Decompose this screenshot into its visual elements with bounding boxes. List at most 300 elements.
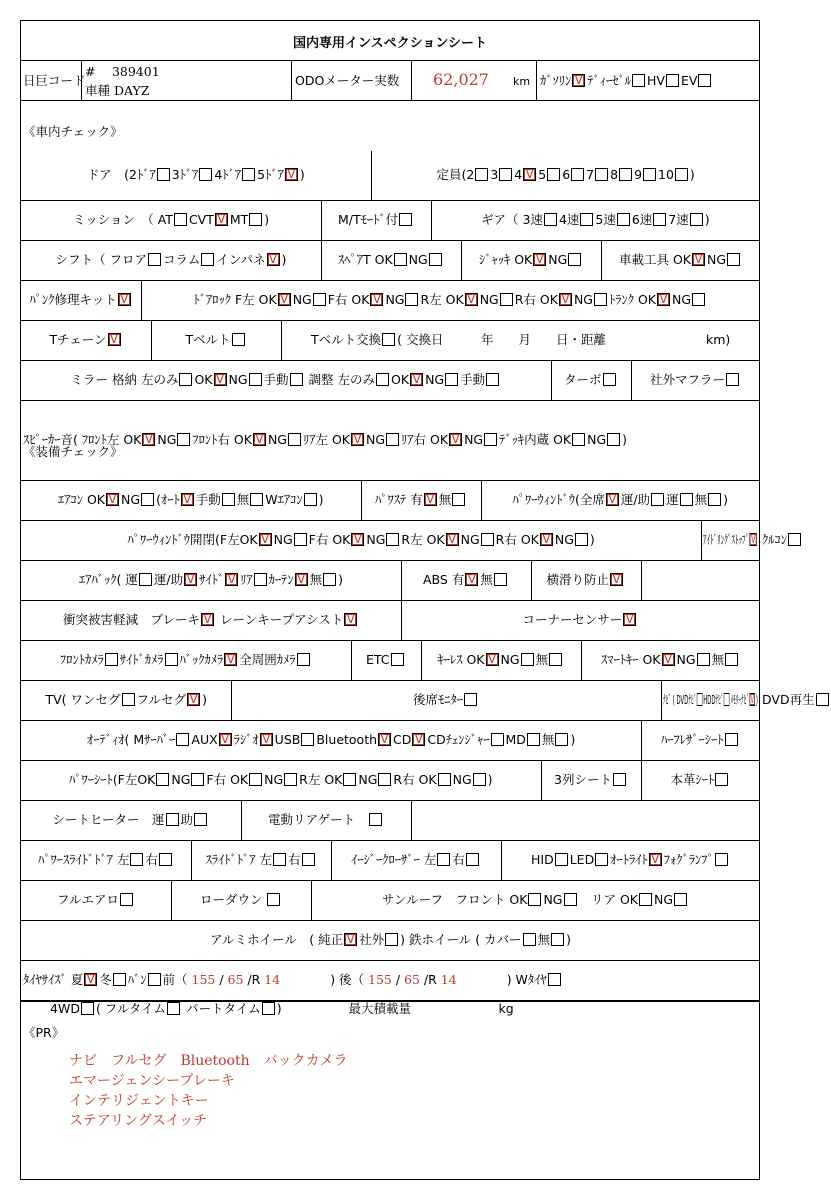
checkbox[interactable] xyxy=(166,813,179,826)
checkbox[interactable] xyxy=(148,253,161,266)
checkbox[interactable] xyxy=(666,74,679,87)
label-text: ) xyxy=(622,432,628,447)
checkbox[interactable] xyxy=(181,493,194,506)
checkbox[interactable] xyxy=(613,773,626,786)
pr-heading: 《PR》 xyxy=(23,1025,65,1040)
checkbox[interactable] xyxy=(486,373,499,386)
label-text: 9 xyxy=(634,167,643,182)
checkbox[interactable] xyxy=(260,733,273,746)
label-text: NG xyxy=(264,772,284,787)
label-text: ﾌｫｸﾞﾗﾝﾌﾟ xyxy=(663,852,714,867)
label-text: NG xyxy=(366,532,386,547)
checkbox[interactable] xyxy=(301,733,314,746)
label-text: HID xyxy=(531,852,554,867)
checkbox[interactable] xyxy=(725,653,738,666)
label-text: 6速 xyxy=(631,212,653,227)
checkbox[interactable] xyxy=(225,573,238,586)
pr-line: ナビ フルセグ Bluetooth バックカメラ xyxy=(69,1053,348,1069)
checkbox[interactable] xyxy=(84,973,97,986)
checkbox[interactable] xyxy=(254,573,267,586)
label-text: NG xyxy=(500,652,520,667)
checkbox[interactable] xyxy=(184,573,197,586)
checkbox[interactable] xyxy=(273,853,286,866)
checkbox[interactable] xyxy=(698,74,711,87)
checkbox[interactable] xyxy=(106,493,119,506)
checkbox[interactable] xyxy=(643,168,656,181)
label-text: ローダウン xyxy=(200,892,267,907)
label-text: NG xyxy=(548,252,568,267)
label-text: 社外マフラー xyxy=(650,372,726,387)
checkbox[interactable] xyxy=(551,933,564,946)
checkbox[interactable] xyxy=(176,733,189,746)
checkbox[interactable] xyxy=(179,373,192,386)
checkbox[interactable] xyxy=(466,853,479,866)
label-text: シートヒーター 運 xyxy=(52,812,165,827)
label-text: NG xyxy=(676,652,696,667)
label-text: ｻｲﾄﾞ xyxy=(199,572,225,587)
label-text: 4 xyxy=(514,167,523,182)
checkbox[interactable] xyxy=(159,853,172,866)
row-segment xyxy=(210,932,571,948)
label-text: Bluetooth xyxy=(316,732,378,747)
label-text: 運 xyxy=(666,492,679,507)
checkbox[interactable] xyxy=(429,253,442,266)
label-text: ｷｰﾚｽ OK xyxy=(437,652,485,667)
checkbox[interactable] xyxy=(167,1002,180,1015)
checkbox[interactable] xyxy=(674,893,687,906)
row-segment xyxy=(382,892,689,908)
checkbox[interactable] xyxy=(424,493,437,506)
checkbox[interactable] xyxy=(547,168,560,181)
label-text: ) xyxy=(755,692,759,707)
checkbox[interactable] xyxy=(651,493,664,506)
checkbox[interactable] xyxy=(385,933,398,946)
row-segment xyxy=(206,852,317,868)
label-text: 電動リアゲート xyxy=(268,812,368,827)
checkbox[interactable] xyxy=(437,853,450,866)
checkbox[interactable] xyxy=(344,933,357,946)
checkbox[interactable] xyxy=(662,653,675,666)
checkbox[interactable] xyxy=(278,293,291,306)
row-segment xyxy=(69,772,493,788)
label-text: Tベルト xyxy=(185,332,231,347)
label-text: NG xyxy=(587,432,607,447)
label-text: ﾃﾞｯｷ内蔵 OK xyxy=(499,432,572,447)
checkbox[interactable] xyxy=(623,613,636,626)
checkbox[interactable] xyxy=(580,213,593,226)
checkbox[interactable] xyxy=(105,653,118,666)
checkbox[interactable] xyxy=(249,213,262,226)
checkbox[interactable] xyxy=(250,493,263,506)
label-text: 助 xyxy=(180,812,194,827)
row-segment xyxy=(375,492,467,508)
checkbox[interactable] xyxy=(386,533,399,546)
checkbox[interactable] xyxy=(376,373,389,386)
checkbox[interactable] xyxy=(649,853,662,866)
checkbox[interactable] xyxy=(632,74,645,87)
checkbox[interactable] xyxy=(201,253,214,266)
checkbox[interactable] xyxy=(708,493,721,506)
label-text: ﾀｲﾔｻｲｽﾞ 夏 xyxy=(23,972,84,987)
row-fourwd xyxy=(21,1001,759,1016)
checkbox[interactable] xyxy=(445,373,458,386)
label-text: ﾊﾞﾝ xyxy=(127,972,147,987)
row-segment xyxy=(30,292,133,308)
label-text: ｵｰﾄﾗｲﾄ xyxy=(610,852,648,867)
checkbox[interactable] xyxy=(199,168,212,181)
checkbox[interactable] xyxy=(391,653,404,666)
label-text: Tベルト交換 xyxy=(311,332,382,347)
checkbox[interactable] xyxy=(500,293,513,306)
row-tv xyxy=(21,681,815,721)
checkbox[interactable] xyxy=(285,168,298,181)
checkbox[interactable] xyxy=(288,433,301,446)
checkbox[interactable] xyxy=(219,733,232,746)
label-text: AUX xyxy=(191,732,218,747)
checkbox[interactable] xyxy=(156,773,169,786)
checkbox[interactable] xyxy=(194,813,207,826)
label-text: アルミホイール ( 純正 xyxy=(210,932,344,947)
label-text: ｽﾗｲﾄﾞﾄﾞｱ 左 xyxy=(205,852,272,867)
checkbox[interactable] xyxy=(603,373,616,386)
checkbox[interactable] xyxy=(548,973,561,986)
checkbox[interactable] xyxy=(571,168,584,181)
label-text: NG xyxy=(157,432,177,447)
checkbox[interactable] xyxy=(438,773,451,786)
checkbox[interactable] xyxy=(242,168,255,181)
checkbox[interactable] xyxy=(297,653,310,666)
label-text: ｼﾞｬｯｷ OK xyxy=(479,252,533,267)
label-text: ) xyxy=(566,932,571,947)
checkbox[interactable] xyxy=(690,213,703,226)
label-text: ETC xyxy=(366,652,390,667)
label-text: R左 OK xyxy=(420,292,464,307)
row-camera xyxy=(21,641,759,681)
checkbox[interactable] xyxy=(343,773,356,786)
row-segment xyxy=(366,652,406,668)
row-segment xyxy=(650,372,741,388)
checkbox[interactable] xyxy=(215,213,228,226)
checkbox[interactable] xyxy=(617,213,630,226)
label-text: ) 後（ xyxy=(280,972,369,987)
checkbox[interactable] xyxy=(378,733,391,746)
checkbox[interactable] xyxy=(108,333,121,346)
label-text: 7 xyxy=(586,167,595,182)
label-text: CDﾁｪﾝｼﾞｬｰ xyxy=(427,732,490,747)
checkbox[interactable] xyxy=(715,773,728,786)
label-text: NG xyxy=(479,292,499,307)
checkbox[interactable] xyxy=(232,333,245,346)
label-text: 無 xyxy=(236,492,250,507)
checkbox[interactable] xyxy=(523,933,536,946)
checkbox[interactable] xyxy=(222,493,235,506)
label-text: 4WD xyxy=(50,1001,80,1016)
label-text: 車載工具 OK xyxy=(619,252,692,267)
checkbox[interactable] xyxy=(191,773,204,786)
checkbox[interactable] xyxy=(214,373,227,386)
checkbox[interactable] xyxy=(113,973,126,986)
checkbox[interactable] xyxy=(749,693,755,706)
row-segment xyxy=(63,612,359,628)
checkbox[interactable] xyxy=(491,733,504,746)
checkbox[interactable] xyxy=(351,433,364,446)
checkbox[interactable] xyxy=(465,573,478,586)
row-pw_window xyxy=(21,521,788,561)
row-segment xyxy=(413,692,479,708)
checkbox[interactable] xyxy=(572,74,585,87)
label-text: 5ﾄﾞｱ xyxy=(257,167,284,182)
checkbox[interactable] xyxy=(405,293,418,306)
checkbox[interactable] xyxy=(201,613,214,626)
checkbox[interactable] xyxy=(412,733,425,746)
label-text: NG xyxy=(654,892,674,907)
checkbox[interactable] xyxy=(122,693,135,706)
label-text: フルセグ xyxy=(136,692,187,707)
row-segment xyxy=(601,652,740,668)
checkbox[interactable] xyxy=(267,893,280,906)
label-text: ﾊﾟﾜｽﾃ 有 xyxy=(375,492,423,507)
checkbox[interactable] xyxy=(788,533,801,546)
checkbox[interactable] xyxy=(680,493,693,506)
label-text: ﾘｱ xyxy=(240,572,253,587)
label-text: USB xyxy=(274,732,301,747)
checkbox[interactable] xyxy=(544,213,557,226)
checkbox[interactable] xyxy=(575,533,588,546)
label-text: ギア（ 3速 xyxy=(481,212,543,227)
checkbox[interactable] xyxy=(639,893,652,906)
label-text: ) xyxy=(299,167,305,182)
label-text: NG xyxy=(228,372,248,387)
row-segment xyxy=(762,532,803,548)
label-text: / xyxy=(391,972,405,987)
label-text: コーナーセンサー xyxy=(522,612,623,627)
checkbox[interactable] xyxy=(715,853,728,866)
row-segment xyxy=(438,652,565,668)
checkbox[interactable] xyxy=(523,168,536,181)
checkbox[interactable] xyxy=(692,253,705,266)
checkbox[interactable] xyxy=(290,373,303,386)
label-text: ｴｱﾊﾞｯｸ( 運 xyxy=(79,572,138,587)
checkbox[interactable] xyxy=(657,293,670,306)
checkbox[interactable] xyxy=(118,293,131,306)
checkbox[interactable] xyxy=(165,653,178,666)
checkbox[interactable] xyxy=(555,853,568,866)
label-text: 4速 xyxy=(558,212,580,227)
checkbox[interactable] xyxy=(370,293,383,306)
row-audio xyxy=(21,721,759,761)
checkbox[interactable] xyxy=(344,613,357,626)
checkbox[interactable] xyxy=(726,373,739,386)
checkbox[interactable] xyxy=(697,693,703,706)
row-segment xyxy=(50,1001,282,1017)
value-text: 14 xyxy=(264,972,281,987)
checkbox[interactable] xyxy=(394,253,407,266)
checkbox[interactable] xyxy=(323,573,336,586)
label-text: NG xyxy=(267,432,287,447)
pr-line: エマージェンシーブレーキ xyxy=(69,1073,235,1089)
row-aero xyxy=(21,881,759,921)
checkbox[interactable] xyxy=(675,168,688,181)
checkbox[interactable] xyxy=(449,433,462,446)
label-text: 無 xyxy=(535,652,549,667)
checkbox[interactable] xyxy=(697,653,710,666)
checkbox[interactable] xyxy=(267,253,280,266)
label-text: ﾊﾞｯｸｶﾒﾗ xyxy=(179,652,224,667)
checkbox[interactable] xyxy=(606,493,619,506)
label-text: 8 xyxy=(610,167,619,182)
label-text: LED xyxy=(569,852,595,867)
checkbox[interactable] xyxy=(750,533,757,546)
row-puncture xyxy=(21,281,759,321)
label-text: パートタイム xyxy=(182,1001,261,1016)
checkbox[interactable] xyxy=(564,893,577,906)
label-text: EV xyxy=(680,73,698,88)
checkbox[interactable] xyxy=(259,533,272,546)
checkbox[interactable] xyxy=(313,293,326,306)
label-text: 右 xyxy=(145,852,158,867)
checkbox[interactable] xyxy=(378,773,391,786)
checkbox[interactable] xyxy=(452,493,465,506)
checkbox[interactable] xyxy=(494,573,507,586)
checkbox[interactable] xyxy=(595,853,608,866)
label-text: 無 xyxy=(694,492,708,507)
checkbox[interactable] xyxy=(351,533,364,546)
checkbox[interactable] xyxy=(284,773,297,786)
label-text: ﾊﾟﾜｰｳｨﾝﾄﾞｳ(全席 xyxy=(512,492,605,507)
value-text: 14 xyxy=(440,972,457,987)
label-text: ﾄﾞｱﾛｯｸ F左 OK xyxy=(193,292,277,307)
checkbox[interactable] xyxy=(399,213,412,226)
label-text: ｽﾏｰﾄｷｰ OK xyxy=(601,652,661,667)
checkbox[interactable] xyxy=(653,213,666,226)
code-label: 日巨コード xyxy=(23,73,86,88)
checkbox[interactable] xyxy=(187,693,200,706)
checkbox[interactable] xyxy=(692,293,705,306)
label-text: ミラー 格納 左のみ xyxy=(70,372,179,387)
checkbox[interactable] xyxy=(594,293,607,306)
checkbox[interactable] xyxy=(174,213,187,226)
checkbox[interactable] xyxy=(540,533,553,546)
checkbox[interactable] xyxy=(610,573,623,586)
label-text: ) xyxy=(487,772,493,787)
checkbox[interactable] xyxy=(148,973,161,986)
checkbox[interactable] xyxy=(727,253,740,266)
checkbox[interactable] xyxy=(528,893,541,906)
checkbox[interactable] xyxy=(499,168,512,181)
checkbox[interactable] xyxy=(486,653,499,666)
checkbox[interactable] xyxy=(382,333,395,346)
checkbox[interactable] xyxy=(302,853,315,866)
checkbox[interactable] xyxy=(549,653,562,666)
label-text: 冬 xyxy=(99,972,112,987)
checkbox[interactable] xyxy=(386,433,399,446)
row-segment xyxy=(311,332,730,348)
checkbox[interactable] xyxy=(724,693,730,706)
label-text: ﾃﾞｨｰｾﾞﾙ xyxy=(587,73,632,88)
checkbox[interactable] xyxy=(295,573,308,586)
checkbox[interactable] xyxy=(533,253,546,266)
value-text: 155 xyxy=(368,972,392,987)
checkbox[interactable] xyxy=(464,693,477,706)
checkbox[interactable] xyxy=(465,293,478,306)
label-text: ミッション （ AT xyxy=(73,212,173,227)
row-segment xyxy=(564,372,618,388)
checkbox[interactable] xyxy=(262,1002,275,1015)
checkbox[interactable] xyxy=(568,253,581,266)
label-text: NG xyxy=(464,432,484,447)
label-text: 10 xyxy=(658,167,674,182)
checkbox[interactable] xyxy=(619,168,632,181)
label-text: シフト（ フロア xyxy=(55,252,147,267)
checkbox[interactable] xyxy=(521,653,534,666)
checkbox[interactable] xyxy=(294,533,307,546)
checkbox[interactable] xyxy=(157,168,170,181)
row-slide_door xyxy=(21,841,759,881)
checkbox[interactable] xyxy=(139,573,152,586)
inspection-sheet xyxy=(20,20,815,1180)
checkbox[interactable] xyxy=(120,893,133,906)
checkbox[interactable] xyxy=(224,653,237,666)
checkbox[interactable] xyxy=(527,733,540,746)
checkbox[interactable] xyxy=(816,693,829,706)
checkbox[interactable] xyxy=(475,168,488,181)
checkbox[interactable] xyxy=(130,853,143,866)
row-segment xyxy=(523,612,639,628)
checkbox[interactable] xyxy=(446,533,459,546)
label-text: Wｴｱｺﾝ xyxy=(265,492,303,507)
checkbox[interactable] xyxy=(572,433,585,446)
checkbox[interactable] xyxy=(473,773,486,786)
checkbox[interactable] xyxy=(607,433,620,446)
label-text: NG xyxy=(171,772,191,787)
checkbox[interactable] xyxy=(249,373,262,386)
checkbox[interactable] xyxy=(725,733,738,746)
checkbox[interactable] xyxy=(304,493,317,506)
checkbox[interactable] xyxy=(484,433,497,446)
checkbox[interactable] xyxy=(555,733,568,746)
label-text: 最大積載量 kg xyxy=(348,1001,514,1016)
checkbox[interactable] xyxy=(81,1002,94,1015)
row-airbag xyxy=(21,561,759,601)
checkbox[interactable] xyxy=(369,813,382,826)
row-segment xyxy=(23,972,563,988)
checkbox[interactable] xyxy=(142,433,155,446)
model-name: 車種 DAYZ xyxy=(85,83,150,98)
sheet-title: 国内専用インスペクションシート xyxy=(292,36,488,51)
checkbox[interactable] xyxy=(253,433,266,446)
checkbox[interactable] xyxy=(559,293,572,306)
row-segment xyxy=(481,212,710,228)
label-text: 運/助 xyxy=(153,572,184,587)
label-text: ﾊﾟﾜｰｳｨﾝﾄﾞｳ開閉(F左OK xyxy=(127,532,258,547)
label-text: (ｵｰﾄ xyxy=(156,492,180,507)
checkbox[interactable] xyxy=(410,373,423,386)
checkbox[interactable] xyxy=(481,533,494,546)
checkbox[interactable] xyxy=(595,168,608,181)
label-text: NG xyxy=(273,532,293,547)
label-text: MT xyxy=(229,212,249,227)
checkbox[interactable] xyxy=(141,493,154,506)
checkbox[interactable] xyxy=(177,433,190,446)
label-text: NG xyxy=(292,292,312,307)
label-text: ) xyxy=(281,252,287,267)
label-text: OK xyxy=(194,372,213,387)
checkbox[interactable] xyxy=(249,773,262,786)
label-text: ﾄﾗﾝｸ OK xyxy=(608,292,656,307)
row-segment xyxy=(349,1001,514,1017)
row-segment xyxy=(73,212,269,228)
label-text: ｸﾙｺﾝ xyxy=(762,532,788,547)
